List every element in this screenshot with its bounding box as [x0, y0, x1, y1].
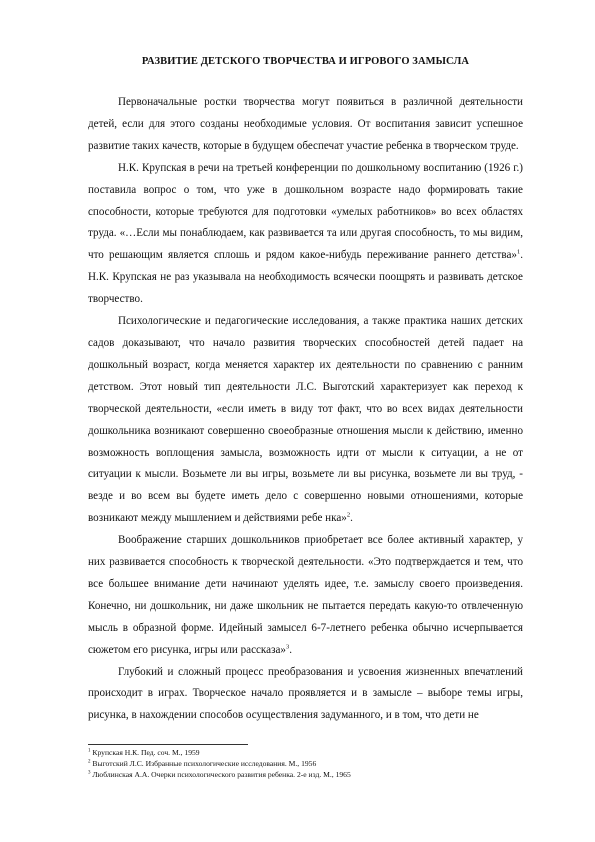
paragraph-text: Глубокий и сложный процесс преобразования и усвоения жизненных впечатлений происходит в играх. Творческое начало проявляется и в замысле – выборе темы игры, рисунка, в нахождении способов осуществления задуманного, и в том, что дети не [88, 665, 523, 722]
footnotes-section [88, 747, 523, 781]
footnote-ref-3[interactable]: 3 [285, 642, 290, 650]
footnote-text: Крупская Н.К. Пед. соч. М., 1959 [90, 748, 200, 757]
footnote-1 [88, 747, 523, 758]
paragraph-3 [88, 311, 523, 530]
paragraph-text: Психологические и педагогические исследования, а также практика наших детских садов доказывают, что начало развития творческих способностей детей падает на дошкольный возраст, когда меняется характер их деятельности по сравнению с ранним детством. Этот новый тип деятельности Л.С. Выготский характеризует как переход к творческой деятельности, «если иметь в виду тот факт, что во всех видах деятельности дошкольника возникают совершенно своеобразные отношения мысли к действию, именно возможность воплощения замысла, возможность идти от мысли к ситуации, а не от ситуации к мысли. Возьмете ли вы игры, возьмете ли вы рисунка, возьмете ли вы труд, - везде и во всем вы будете иметь дело с совершенно новыми отношениями, которые возникают между мышлением и действиями ребе нка» [88, 315, 523, 525]
footnote-2 [88, 758, 523, 769]
paragraph-text: Первоначальные ростки творчества могут появиться в различной деятельности детей, если для этого созданы необходимые условия. От воспитания зависит успешное развитие таких качеств, которые в будущем обеспечат участие ребенка в творческом труде. [88, 96, 523, 152]
footnote-text: Люблинская А.А. Очерки психологического развития ребенка. 2-е изд. М., 1965 [90, 770, 351, 780]
footnote-separator [88, 744, 248, 745]
paragraph-text: . [350, 512, 353, 525]
paragraph-5 [88, 662, 523, 728]
footnote-number: 1 [88, 748, 91, 754]
document-body [88, 92, 523, 727]
footnote-number: 2 [88, 759, 91, 765]
paragraph-text: . Н.К. Крупская не раз указывала на необходимость всячески поощрять и развивать детское творчество. [88, 249, 523, 306]
paragraph-text: Н.К. Крупская в речи на третьей конференции по дошкольному воспитанию (1926 г.) поставила вопрос о том, что уже в дошкольном возрасте надо формировать такие способности, которые требуются для подготовки «умелых работников» во всех областях труда. «…Если мы понаблюдаем, как развивается та или другая способность, то мы видим, что решающим является сплошь и рядом какое-нибудь переживание раннего детства» [88, 161, 523, 262]
footnote-ref-2[interactable]: 2 [346, 511, 351, 519]
paragraph-2 [88, 158, 523, 311]
paragraph-1 [88, 92, 523, 158]
footnote-3 [88, 769, 523, 780]
paragraph-text: . [289, 643, 292, 656]
footnote-number: 3 [88, 770, 91, 776]
paragraph-4 [88, 530, 523, 661]
footnote-text: Выготский Л.С. Избранные психологические исследования. М., 1956 [90, 759, 317, 769]
document-title: РАЗВИТИЕ ДЕТСКОГО ТВОРЧЕСТВА И ИГРОВОГО ЗАМЫСЛА [141, 56, 470, 67]
paragraph-text: Воображение старших дошкольников приобретает все более активный характер, у них развивается способность к творческой деятельности. «Это подтверждается и тем, что все большее внимание дети начинают уделять идее, т.е. замыслу своего произведения. Конечно, ни дошкольник, ни даже школьник не пытается передать какую-то отвлеченную мысль в образной форме. Идейный замысел 6-7-летнего ребенка обычно исчерпывается сюжетом его рисунка, игры или рассказа» [88, 534, 523, 656]
footnote-ref-1[interactable]: 1 [516, 248, 521, 256]
